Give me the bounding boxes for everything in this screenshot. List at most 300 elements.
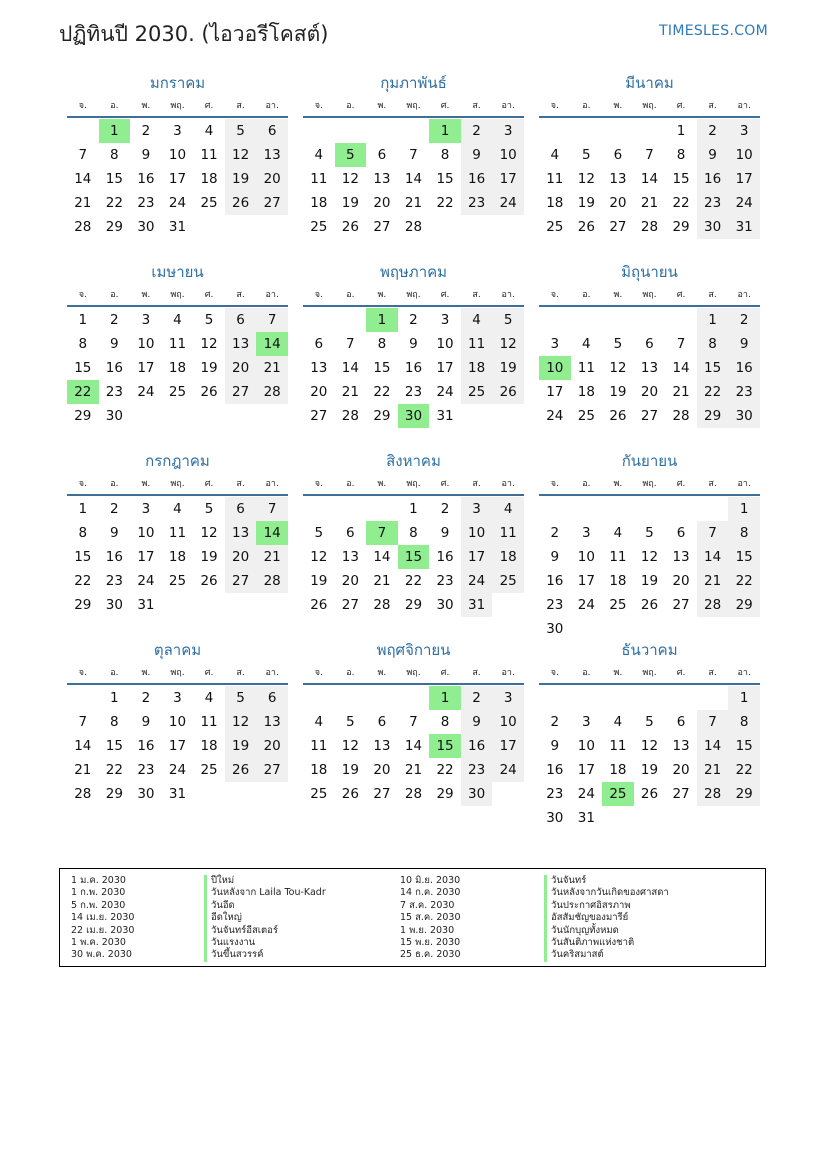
day-cell: 10 [492, 143, 524, 167]
holiday-day-cell: 14 [256, 332, 288, 356]
day-cell: 21 [404, 195, 423, 211]
day-cell: 23 [137, 762, 155, 778]
weekday-label: พฤ. [406, 479, 421, 489]
weekday-label: ศ. [440, 479, 450, 489]
day-cell: 4 [173, 312, 182, 328]
weekday-label: อา. [737, 290, 751, 300]
day-cell: 7 [697, 521, 729, 545]
day-cell: 8 [697, 332, 729, 356]
weekday-label: อา. [265, 101, 279, 111]
day-cell: 18 [609, 573, 627, 589]
day-grid [67, 497, 288, 617]
day-cell: 23 [404, 384, 423, 400]
legend-date: 7 ส.ค. 2030 [400, 899, 455, 911]
weekday-label: พฤ. [170, 101, 185, 111]
weekday-header [303, 663, 524, 685]
month-block [67, 259, 288, 428]
day-cell: 5 [645, 714, 654, 730]
day-cell: 15 [728, 545, 760, 569]
day-cell: 30 [546, 621, 564, 637]
day-cell: 3 [492, 686, 524, 710]
day-cell: 2 [110, 312, 119, 328]
day-cell: 22 [697, 380, 729, 404]
weekday-header [67, 663, 288, 685]
day-cell: 24 [461, 569, 493, 593]
legend-date: 25 ธ.ค. 2030 [400, 949, 461, 961]
day-cell: 8 [110, 147, 119, 163]
weekday-label: พ. [377, 290, 387, 300]
day-cell: 21 [640, 195, 659, 211]
brand-link[interactable]: TIMESLES.COM [659, 23, 768, 39]
day-cell: 20 [640, 384, 659, 400]
weekday-label: ส. [472, 668, 481, 678]
weekday-label: จ. [550, 479, 559, 489]
holiday-day-cell: 14 [256, 521, 288, 545]
weekday-label: จ. [550, 668, 559, 678]
day-cell: 12 [200, 525, 218, 541]
day-cell: 25 [310, 219, 328, 235]
day-cell: 5 [346, 714, 355, 730]
day-cell: 20 [672, 573, 690, 589]
day-cell: 21 [672, 384, 690, 400]
weekday-label: จ. [550, 101, 559, 111]
day-cell: 23 [546, 597, 564, 613]
day-cell: 31 [168, 219, 187, 235]
weekday-label: พ. [613, 290, 623, 300]
legend-holiday-name: อีดใหญ่ [204, 912, 326, 924]
legend-holiday-name: อัสสัมชัญของมารีย์ [544, 912, 669, 924]
day-cell: 30 [728, 404, 760, 428]
day-cell: 7 [78, 147, 88, 163]
legend-date: 1 พ.ค. 2030 [71, 937, 126, 949]
month-name: ธันวาคม [621, 641, 678, 659]
day-cell: 4 [204, 123, 214, 139]
weekday-header [303, 285, 524, 307]
day-cell: 18 [461, 356, 493, 380]
day-cell: 13 [373, 738, 391, 754]
day-cell: 30 [546, 810, 564, 826]
weekday-label: พ. [613, 479, 623, 489]
day-cell: 17 [461, 545, 493, 569]
day-cell: 9 [461, 710, 493, 734]
day-cell: 23 [105, 573, 123, 589]
day-cell: 20 [609, 195, 627, 211]
day-cell: 7 [697, 710, 729, 734]
day-cell: 18 [546, 195, 564, 211]
day-cell: 19 [310, 573, 328, 589]
day-cell: 1 [676, 123, 686, 139]
day-grid [539, 308, 760, 428]
day-cell: 12 [200, 336, 218, 352]
day-cell: 14 [373, 549, 391, 565]
month-block [67, 637, 288, 806]
day-cell: 13 [341, 549, 359, 565]
holiday-day-cell: 7 [366, 521, 398, 545]
day-cell: 10 [436, 336, 454, 352]
weekday-label: อ. [110, 290, 119, 300]
day-cell: 8 [78, 525, 88, 541]
day-cell: 7 [409, 147, 418, 163]
day-cell: 1 [110, 690, 119, 706]
day-cell: 31 [728, 215, 760, 239]
day-cell: 28 [404, 786, 423, 802]
day-cell: 2 [461, 686, 493, 710]
month-block [303, 448, 524, 617]
month-block [303, 70, 524, 239]
legend-names-left [204, 875, 326, 962]
weekday-label: อา. [501, 290, 515, 300]
page-title: ปฏิทินปี 2030. (ไอวอรีโคสต์) [59, 22, 329, 46]
day-cell: 2 [550, 714, 560, 730]
day-cell: 18 [609, 762, 627, 778]
day-cell: 7 [256, 308, 288, 332]
day-cell: 6 [676, 714, 686, 730]
day-cell: 9 [110, 525, 119, 541]
day-cell: 1 [697, 308, 729, 332]
weekday-header [67, 96, 288, 118]
holiday-day-cell: 5 [335, 143, 367, 167]
weekday-label: ส. [708, 479, 717, 489]
day-cell: 22 [373, 384, 391, 400]
day-cell: 27 [256, 758, 288, 782]
day-cell: 22 [728, 569, 760, 593]
day-cell: 21 [373, 573, 391, 589]
day-cell: 7 [409, 714, 418, 730]
day-cell: 4 [204, 690, 214, 706]
day-cell: 9 [141, 714, 151, 730]
day-cell: 19 [341, 195, 359, 211]
day-cell: 17 [168, 738, 187, 754]
day-cell: 19 [609, 384, 627, 400]
day-cell: 2 [728, 308, 760, 332]
day-cell: 24 [728, 191, 760, 215]
day-cell: 25 [200, 195, 218, 211]
day-cell: 4 [173, 501, 182, 517]
day-cell: 9 [440, 525, 450, 541]
day-cell: 28 [256, 380, 288, 404]
weekday-label: จ. [314, 101, 323, 111]
month-name: พฤศจิกายน [376, 641, 451, 659]
day-grid [67, 119, 288, 239]
weekday-label: อ. [582, 668, 591, 678]
empty-cell [335, 119, 367, 143]
weekday-label: จ. [550, 290, 559, 300]
day-cell: 7 [346, 336, 355, 352]
weekday-label: พ. [141, 101, 151, 111]
day-cell: 29 [105, 219, 123, 235]
day-cell: 12 [310, 549, 328, 565]
day-cell: 3 [141, 501, 151, 517]
empty-cell [67, 686, 99, 710]
day-cell: 21 [697, 569, 729, 593]
day-cell: 24 [577, 786, 595, 802]
empty-cell [335, 497, 367, 521]
weekday-label: จ. [314, 479, 323, 489]
day-cell: 26 [225, 758, 257, 782]
day-cell: 21 [697, 758, 729, 782]
day-cell: 13 [225, 521, 257, 545]
day-cell: 28 [640, 219, 659, 235]
weekday-header [303, 96, 524, 118]
holiday-day-cell: 30 [398, 404, 430, 428]
weekday-label: ส. [708, 290, 717, 300]
weekday-label: ศ. [204, 101, 214, 111]
day-cell: 5 [645, 525, 654, 541]
legend-holiday-name: วันประกาศอิสรภาพ [544, 900, 669, 912]
weekday-header [539, 96, 760, 118]
day-cell: 10 [577, 738, 595, 754]
day-cell: 12 [341, 171, 359, 187]
day-cell: 3 [141, 312, 151, 328]
weekday-header [539, 663, 760, 685]
day-cell: 18 [200, 738, 218, 754]
month-block [67, 70, 288, 239]
day-cell: 26 [640, 786, 659, 802]
day-cell: 9 [409, 336, 418, 352]
day-cell: 1 [409, 501, 418, 517]
weekday-label: พฤ. [170, 290, 185, 300]
weekday-label: อ. [110, 668, 119, 678]
day-cell: 6 [676, 525, 686, 541]
day-cell: 15 [74, 549, 92, 565]
day-cell: 25 [200, 762, 218, 778]
day-cell: 21 [404, 762, 423, 778]
day-cell: 17 [546, 384, 564, 400]
day-cell: 6 [225, 497, 257, 521]
day-cell: 12 [577, 171, 595, 187]
day-cell: 28 [672, 408, 690, 424]
weekday-label: อ. [582, 290, 591, 300]
day-cell: 3 [550, 336, 560, 352]
weekday-label: ศ. [440, 668, 450, 678]
day-cell: 2 [141, 123, 151, 139]
weekday-label: อา. [737, 479, 751, 489]
weekday-label: ส. [708, 101, 717, 111]
legend-date: 15 พ.ย. 2030 [400, 937, 461, 949]
day-cell: 12 [225, 143, 257, 167]
day-grid [303, 686, 524, 806]
day-cell: 4 [461, 308, 493, 332]
legend-date: 1 พ.ย. 2030 [400, 924, 455, 936]
day-cell: 27 [373, 219, 391, 235]
day-cell: 14 [640, 171, 659, 187]
day-cell: 18 [492, 545, 524, 569]
legend-holiday-name: วันสันติภาพแห่งชาติ [544, 937, 669, 949]
empty-cell [303, 686, 335, 710]
weekday-label: พ. [377, 101, 387, 111]
day-cell: 28 [404, 219, 423, 235]
day-cell: 5 [225, 686, 257, 710]
day-cell: 28 [256, 569, 288, 593]
empty-cell [697, 686, 729, 710]
weekday-label: จ. [78, 290, 87, 300]
day-cell: 9 [550, 549, 560, 565]
day-cell: 11 [200, 147, 218, 163]
empty-cell [366, 497, 398, 521]
empty-cell [602, 497, 634, 521]
legend-date: 1 ม.ค. 2030 [71, 875, 126, 886]
day-cell: 3 [173, 123, 182, 139]
weekday-label: อ. [346, 290, 355, 300]
legend-holiday-name: วันจันทร์อีสเตอร์ [204, 925, 326, 937]
day-cell: 12 [225, 710, 257, 734]
day-cell: 22 [436, 195, 454, 211]
day-cell: 4 [314, 147, 324, 163]
day-cell: 12 [341, 738, 359, 754]
day-cell: 12 [492, 332, 524, 356]
day-cell: 19 [200, 549, 218, 565]
weekday-label: พฤ. [406, 101, 421, 111]
day-cell: 3 [440, 312, 450, 328]
empty-cell [665, 308, 697, 332]
day-cell: 13 [256, 143, 288, 167]
day-cell: 24 [137, 384, 155, 400]
weekday-label: อา. [737, 668, 751, 678]
weekday-label: อ. [346, 101, 355, 111]
day-cell: 5 [204, 312, 214, 328]
day-cell: 11 [168, 336, 187, 352]
day-grid [67, 308, 288, 428]
empty-cell [398, 686, 430, 710]
day-cell: 28 [697, 782, 729, 806]
day-cell: 27 [310, 408, 328, 424]
month-block [539, 259, 760, 428]
weekday-label: ศ. [676, 101, 686, 111]
day-cell: 24 [168, 195, 187, 211]
legend-holiday-name: วันอีด [204, 900, 326, 912]
day-cell: 28 [697, 593, 729, 617]
day-cell: 29 [373, 408, 391, 424]
day-cell: 14 [74, 738, 92, 754]
day-cell: 31 [461, 593, 493, 617]
day-cell: 13 [310, 360, 328, 376]
weekday-label: พฤ. [170, 668, 185, 678]
empty-cell [697, 497, 729, 521]
day-cell: 26 [225, 191, 257, 215]
day-cell: 11 [310, 171, 328, 187]
day-cell: 24 [168, 762, 187, 778]
day-cell: 29 [672, 219, 690, 235]
weekday-label: พฤ. [170, 479, 185, 489]
day-cell: 24 [137, 573, 155, 589]
day-cell: 26 [200, 573, 218, 589]
day-cell: 29 [728, 782, 760, 806]
weekday-label: จ. [78, 101, 87, 111]
weekday-label: อา. [265, 290, 279, 300]
legend-holiday-name: วันนักบุญทั้งหมด [544, 925, 669, 937]
day-cell: 11 [609, 738, 627, 754]
day-cell: 21 [74, 762, 92, 778]
day-grid [539, 686, 760, 830]
day-cell: 8 [440, 147, 450, 163]
day-cell: 27 [225, 380, 257, 404]
day-cell: 22 [404, 573, 423, 589]
day-cell: 21 [256, 545, 288, 569]
day-cell: 11 [168, 525, 187, 541]
holiday-day-cell: 15 [398, 545, 430, 569]
weekday-label: พฤ. [406, 668, 421, 678]
day-cell: 8 [110, 714, 119, 730]
weekday-label: อ. [582, 479, 591, 489]
day-cell: 22 [672, 195, 690, 211]
weekday-label: อา. [265, 479, 279, 489]
day-cell: 3 [461, 497, 493, 521]
day-cell: 17 [728, 167, 760, 191]
day-cell: 16 [404, 360, 423, 376]
day-cell: 27 [225, 569, 257, 593]
weekday-label: ศ. [204, 290, 214, 300]
day-cell: 30 [461, 782, 493, 806]
day-cell: 7 [676, 336, 686, 352]
day-cell: 31 [436, 408, 454, 424]
day-cell: 4 [613, 525, 623, 541]
empty-cell [634, 308, 666, 332]
day-cell: 29 [105, 786, 123, 802]
day-cell: 26 [341, 786, 359, 802]
weekday-label: พฤ. [406, 290, 421, 300]
day-cell: 16 [105, 360, 123, 376]
weekday-header [67, 474, 288, 496]
day-grid [67, 686, 288, 806]
day-cell: 1 [728, 686, 760, 710]
day-cell: 17 [577, 762, 595, 778]
day-cell: 10 [168, 147, 187, 163]
weekday-label: จ. [314, 290, 323, 300]
month-name: มีนาคม [625, 74, 674, 92]
day-cell: 21 [74, 195, 92, 211]
day-cell: 5 [582, 147, 591, 163]
month-name: มิถุนายน [621, 263, 678, 281]
day-cell: 15 [728, 734, 760, 758]
day-grid [303, 497, 524, 617]
day-cell: 26 [310, 597, 328, 613]
day-cell: 13 [373, 171, 391, 187]
weekday-label: ส. [472, 101, 481, 111]
weekday-header [67, 285, 288, 307]
day-cell: 10 [577, 549, 595, 565]
legend-dates-left [71, 875, 134, 962]
day-cell: 29 [404, 597, 423, 613]
month-block [539, 637, 760, 826]
empty-cell [303, 119, 335, 143]
weekday-label: อา. [501, 668, 515, 678]
holiday-day-cell: 1 [99, 119, 131, 143]
day-cell: 15 [697, 356, 729, 380]
day-cell: 15 [105, 738, 123, 754]
month-name: กันยายน [621, 452, 678, 470]
day-cell: 22 [74, 573, 92, 589]
legend-holiday-name: วันคริสมาสต์ [544, 949, 669, 961]
empty-cell [366, 119, 398, 143]
day-cell: 10 [137, 336, 155, 352]
day-cell: 20 [341, 573, 359, 589]
legend-holiday-name: วันขึ้นสวรรค์ [204, 949, 326, 961]
day-cell: 25 [577, 408, 595, 424]
day-cell: 6 [256, 119, 288, 143]
day-cell: 29 [728, 593, 760, 617]
weekday-label: อา. [501, 479, 515, 489]
day-cell: 20 [256, 167, 288, 191]
weekday-label: อา. [737, 101, 751, 111]
day-cell: 2 [409, 312, 418, 328]
day-cell: 31 [577, 810, 595, 826]
day-cell: 8 [728, 521, 760, 545]
empty-cell [665, 686, 697, 710]
day-cell: 7 [256, 497, 288, 521]
day-cell: 6 [377, 147, 387, 163]
day-cell: 3 [728, 119, 760, 143]
day-cell: 13 [672, 738, 690, 754]
